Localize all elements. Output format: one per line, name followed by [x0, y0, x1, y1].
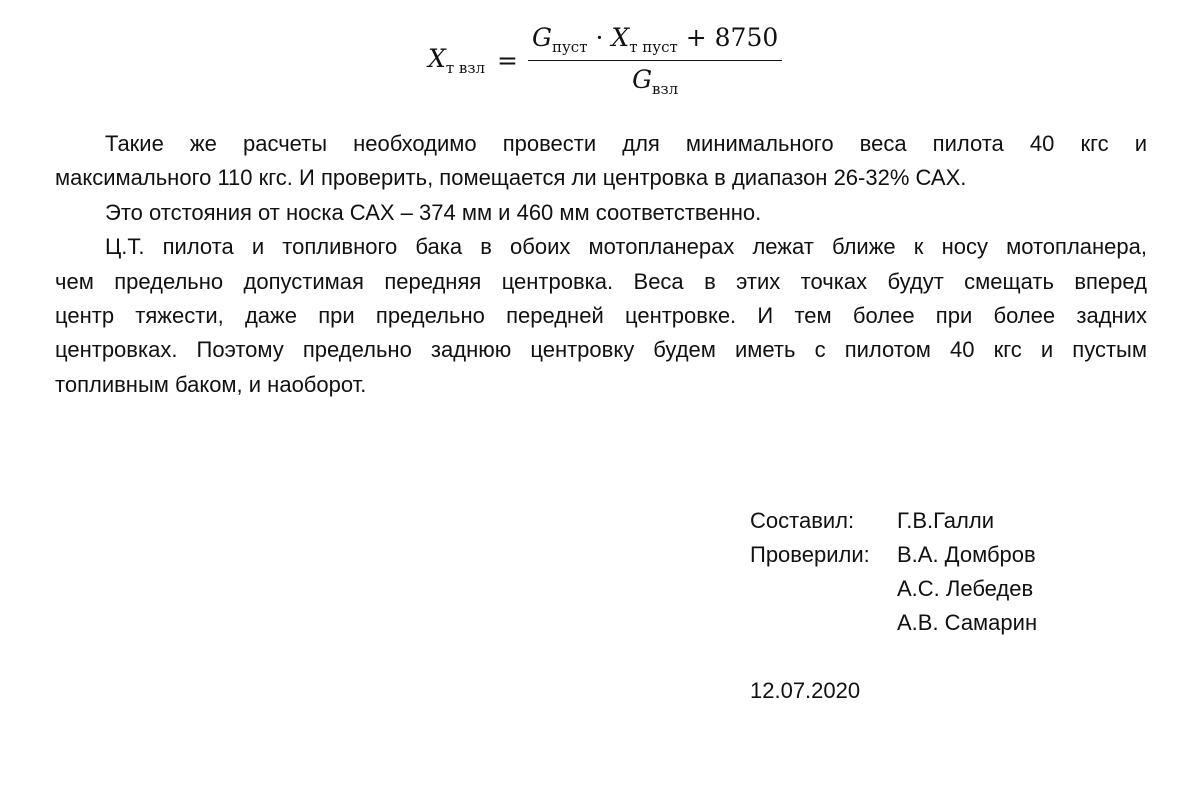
paragraph-line: центровках. Поэтому предельно заднюю центровку будем иметь с пилотом 40 кгс и пустым	[55, 337, 1147, 363]
paragraph-line: Такие же расчеты необходимо провести для минимального веса пилота 40 кгс и	[105, 131, 1147, 156]
formula-equals: =	[497, 45, 518, 75]
formula-numerator: $G_{пуст} \cdot X_{т пуст} + 8750$	[528, 23, 782, 61]
paragraph-line: центр тяжести, даже при предельно передней центровке. И тем более при более задних	[55, 302, 1147, 328]
checked-name: В.А. Домбров	[897, 542, 1036, 567]
formula	[428, 20, 782, 100]
checked-label: Проверили:	[750, 542, 870, 567]
paragraph-line: максимального 110 кгс. И проверить, помещается ли центровка в диапазон 26-32% САХ.	[55, 165, 967, 191]
checked-name: А.С. Лебедев	[897, 576, 1034, 601]
paragraph-line: топливным баком, и наоборот.	[55, 371, 367, 397]
formula-denominator: $G_{взл}$	[632, 64, 679, 98]
formula-fraction	[528, 23, 782, 98]
document-body	[55, 127, 1147, 402]
document-date: 12.07.2020	[750, 678, 861, 703]
paragraph-line: чем предельно допустимая передняя центровка. Веса в этих точках будут смещать вперед	[55, 268, 1147, 294]
checked-name: А.В. Самарин	[897, 610, 1038, 635]
compiled-name: Г.В.Галли	[897, 508, 995, 533]
compiled-label: Составил:	[750, 508, 855, 533]
paragraph-line: Ц.Т. пилота и топливного бака в обоих мотопланерах лежат ближе к носу мотопланера,	[105, 234, 1147, 260]
paragraph-line: Это отстояния от носка САХ – 374 мм и 460 мм соответственно.	[105, 199, 762, 225]
formula-lhs: $X_{т взл}$	[428, 43, 486, 77]
